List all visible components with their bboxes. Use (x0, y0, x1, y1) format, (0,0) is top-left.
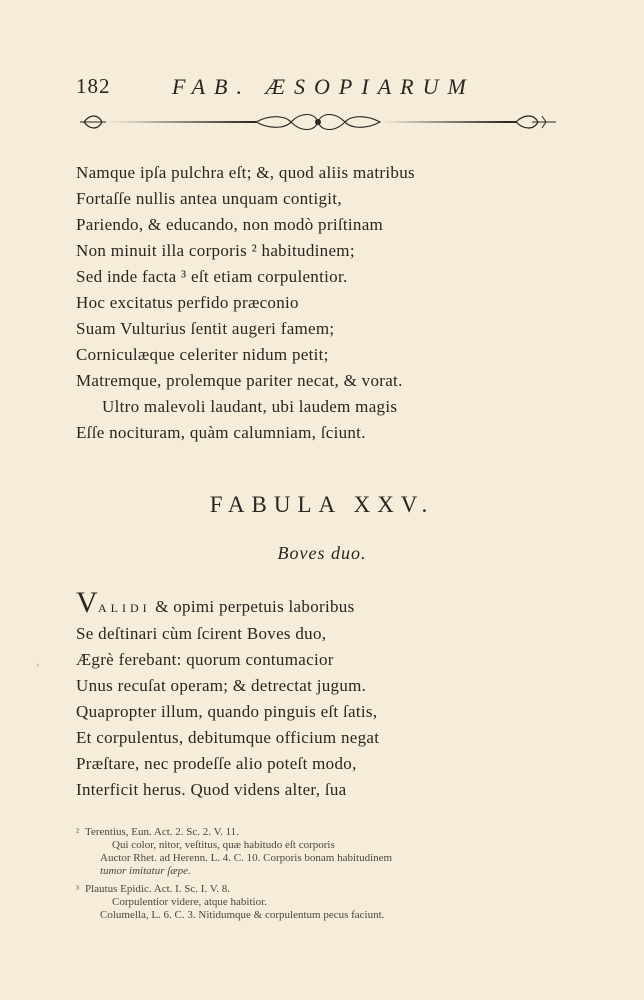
footnote-marker: ² (76, 827, 79, 838)
drop-cap: V (76, 586, 98, 619)
footnote-text: Plautus Epidic. Act. I. Sc. I. V. 8. (85, 883, 231, 895)
verse-line: Præſtare, nec prodeſſe alio poteſt modo, (76, 754, 357, 773)
verse-line: Hoc excitatus perfido præconio (76, 293, 299, 312)
verse-line: Se deſtinari cùm ſcirent Boves duo, (76, 624, 327, 643)
verse-line: Sed inde facta ³ eſt etiam corpulentior. (76, 267, 348, 286)
running-head: FAB. ÆSOPIARUM (172, 74, 475, 99)
fable-title: FABULA XXV. (209, 492, 435, 517)
verse-line: Et corpulentus, debitumque officium negat (76, 728, 380, 747)
verse-line: Pariendo, & educando, non modò priſtinam (76, 215, 384, 234)
footnote-marker: ³ (76, 884, 79, 895)
footnote-2-citation-2: Auctor Rhet. ad Herenn. L. 4. C. 10. Corporis bonam habitudinem (100, 852, 393, 864)
verse-block-bottom (76, 586, 380, 803)
verse-line: Interficit herus. Quod videns alter, ſua (76, 780, 347, 799)
page-header (76, 74, 576, 108)
header-ornament-rule (76, 110, 560, 134)
footnote-3-citation (76, 883, 586, 896)
verse-line: Corniculæque celeriter nidum petit; (76, 345, 329, 364)
fable-subtitle: Boves duo. (277, 543, 367, 563)
footnote-text: Terentius, Eun. Act. 2. Sc. 2. V. 11. (85, 826, 239, 838)
verse-line: Matremque, prolemque pariter necat, & vorat. (76, 371, 403, 390)
verse-line: Fortaſſe nullis antea unquam contigit, (76, 189, 342, 208)
footnote-2-citation (76, 826, 586, 839)
small-caps-word: ALIDI (97, 601, 151, 615)
verse-block-top (76, 160, 415, 446)
verse-line: Ultro malevoli laudant, ubi laudem magis (102, 397, 398, 416)
verse-line: Eſſe nocituram, quàm calumniam, ſciunt. (76, 423, 366, 442)
footnote-2-quote: Qui color, nitor, veſtitus, quæ habitudo eſt corporis (112, 839, 335, 851)
verse-line: Ægrè ferebant: quorum contumacior (76, 650, 334, 669)
footnote-2-quote-2: tumor imitatur ſæpe. (100, 865, 191, 877)
verse-line-first (76, 586, 379, 621)
page-number: 182 (76, 74, 111, 98)
footnote-3-citation-2: Columella, L. 6. C. 3. Nitidumque & corpulentum pecus faciunt. (100, 909, 385, 921)
footnotes (76, 826, 586, 922)
footnote-3-quote: Corpulentior videre, atque habitior. (112, 896, 267, 908)
ink-smudge-mark: , (36, 654, 40, 669)
verse-line-rest: & opimi perpetuis laboribus (150, 597, 355, 616)
verse-line: Non minuit illa corporis ² habitudinem; (76, 241, 355, 260)
verse-line: Suam Vulturius ſentit augeri famem; (76, 319, 335, 338)
verse-line: Unus recuſat operam; & detrectat jugum. (76, 676, 367, 695)
verse-line: Quapropter illum, quando pinguis eſt ſatis, (76, 702, 378, 721)
verse-line: Namque ipſa pulchra eſt; &, quod aliis matribus (76, 163, 415, 182)
